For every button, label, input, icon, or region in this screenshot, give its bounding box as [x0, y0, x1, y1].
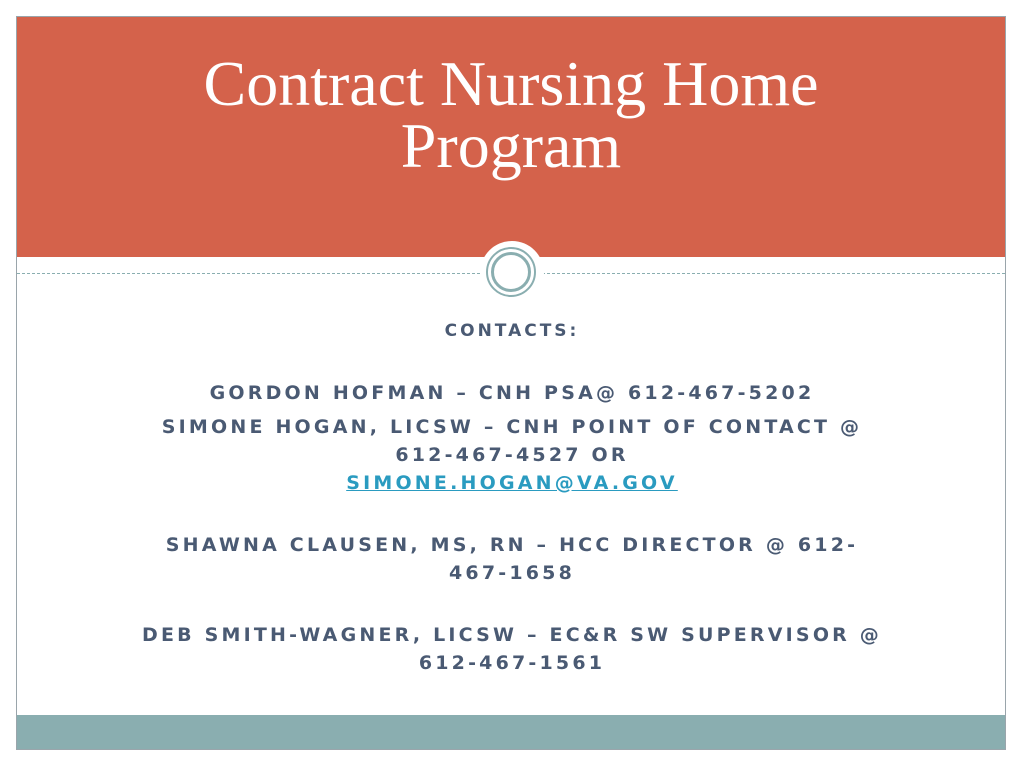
- title-line-1: Contract Nursing Home: [203, 48, 819, 119]
- contact-simone-hogan-text: SIMONE HOGAN, LICSW – CNH POINT OF CONTACT @ 612-467-4527 OR: [161, 416, 863, 466]
- contacts-body: [137, 317, 887, 677]
- slide: [16, 16, 1006, 750]
- simone-hogan-email-link[interactable]: SIMONE.HOGAN@VA.GOV: [346, 472, 678, 494]
- circle-ornament-inner: [491, 252, 531, 292]
- footer-band: [17, 715, 1005, 749]
- contact-deb-smith-wagner: DEB SMITH-WAGNER, LICSW – EC&R SW SUPERVISOR @ 612-467-1561: [141, 624, 883, 674]
- contact-gordon-hofman: GORDON HOFMAN – CNH PSA@ 612-467-5202: [209, 382, 815, 404]
- slide-title: [17, 48, 1005, 181]
- contact-shawna-clausen: SHAWNA CLAUSEN, MS, RN – HCC DIRECTOR @ 612-467-1658: [165, 534, 859, 584]
- title-line-2: Program: [400, 110, 622, 181]
- contact-simone-hogan: [137, 413, 887, 497]
- contacts-heading: CONTACTS:: [444, 321, 580, 341]
- title-band: [17, 17, 1005, 257]
